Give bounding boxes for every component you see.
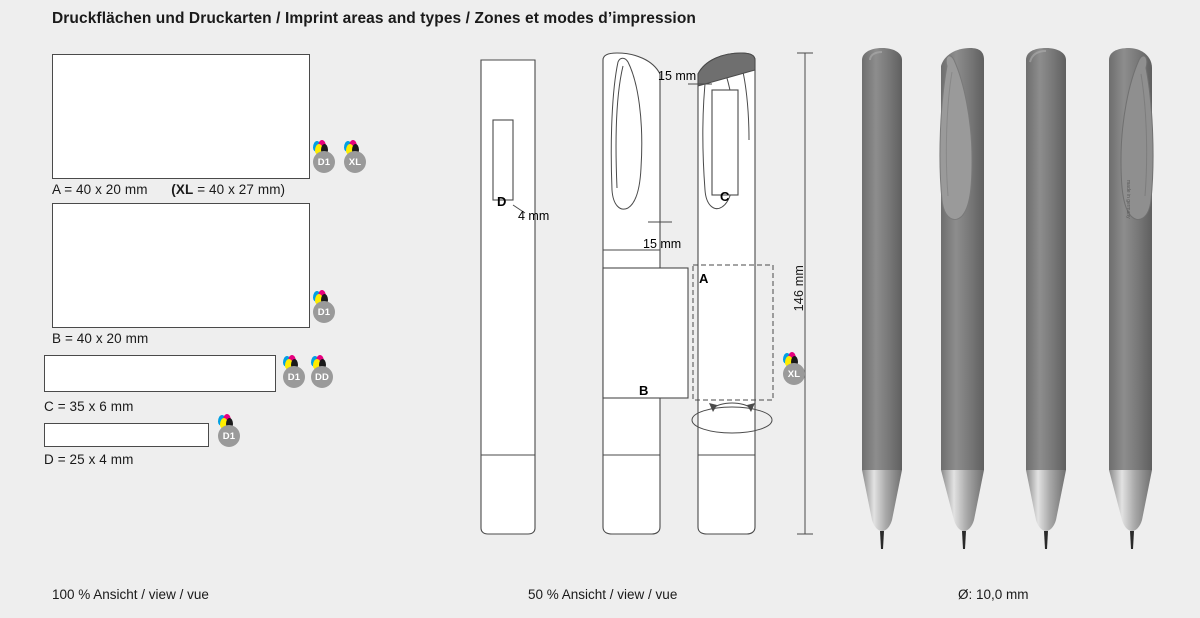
print-area-a-rect xyxy=(52,54,310,179)
print-area-a-badges xyxy=(313,140,383,176)
print-area-a-caption-extra-rest: = 40 x 27 mm) xyxy=(193,182,286,197)
left-panel xyxy=(0,0,440,613)
badge-xl: XL xyxy=(344,151,366,173)
print-area-a-caption-main: A = 40 x 20 mm xyxy=(52,182,148,197)
middle-dim-4mm: 4 mm xyxy=(518,209,550,223)
pen-engraving-text: made in germany xyxy=(1125,180,1131,219)
middle-label-d: D xyxy=(497,194,507,209)
print-area-d-caption: D = 25 x 4 mm xyxy=(44,452,134,467)
print-area-a-caption-extra: (XL = 40 x 27 mm) xyxy=(171,182,286,197)
pen-render-2 xyxy=(940,48,984,549)
print-area-c-rect xyxy=(44,355,276,392)
badge-dd: DD xyxy=(311,366,333,388)
right-diameter-note: Ø: 10,0 mm xyxy=(958,587,1029,602)
print-area-c-badges xyxy=(283,355,353,391)
middle-xl-badge-group xyxy=(783,352,813,388)
print-area-b-caption: B = 40 x 20 mm xyxy=(52,331,149,346)
print-area-b-rect xyxy=(52,203,310,328)
middle-dim-15mm-clip: 15 mm xyxy=(658,69,697,83)
middle-scale-note: 50 % Ansicht / view / vue xyxy=(528,587,678,602)
pen-view-rotated xyxy=(692,53,773,534)
print-area-d-rect xyxy=(44,423,209,447)
middle-dim-15mm-barrel: 15 mm xyxy=(643,237,682,251)
middle-label-a: A xyxy=(699,271,709,286)
middle-label-c: C xyxy=(720,189,730,204)
page-title: Druckflächen und Druckarten / Imprint areas and types / Zones et modes d’impression xyxy=(52,10,696,27)
badge-d1: D1 xyxy=(313,151,335,173)
pen-renderings xyxy=(840,0,1200,613)
pen-render-4 xyxy=(1109,48,1153,549)
pen-view-front xyxy=(481,60,535,534)
print-area-a-caption xyxy=(52,182,285,197)
middle-label-b: B xyxy=(639,383,649,398)
print-area-c-caption: C = 35 x 6 mm xyxy=(44,399,134,414)
pen-view-side xyxy=(603,53,688,534)
print-area-d-badges xyxy=(218,414,258,450)
badge-xl: XL xyxy=(783,363,805,385)
pen-render-3 xyxy=(1026,48,1066,549)
print-area-b-badges xyxy=(313,290,353,326)
middle-dim-total-length: 146 mm xyxy=(792,265,806,312)
badge-d1: D1 xyxy=(218,425,240,447)
pen-render-1 xyxy=(862,48,902,549)
middle-panel xyxy=(440,0,840,613)
badge-d1: D1 xyxy=(313,301,335,323)
badge-d1: D1 xyxy=(283,366,305,388)
left-scale-note: 100 % Ansicht / view / vue xyxy=(52,587,209,602)
right-panel xyxy=(840,0,1200,613)
middle-technical-drawing xyxy=(440,0,840,613)
